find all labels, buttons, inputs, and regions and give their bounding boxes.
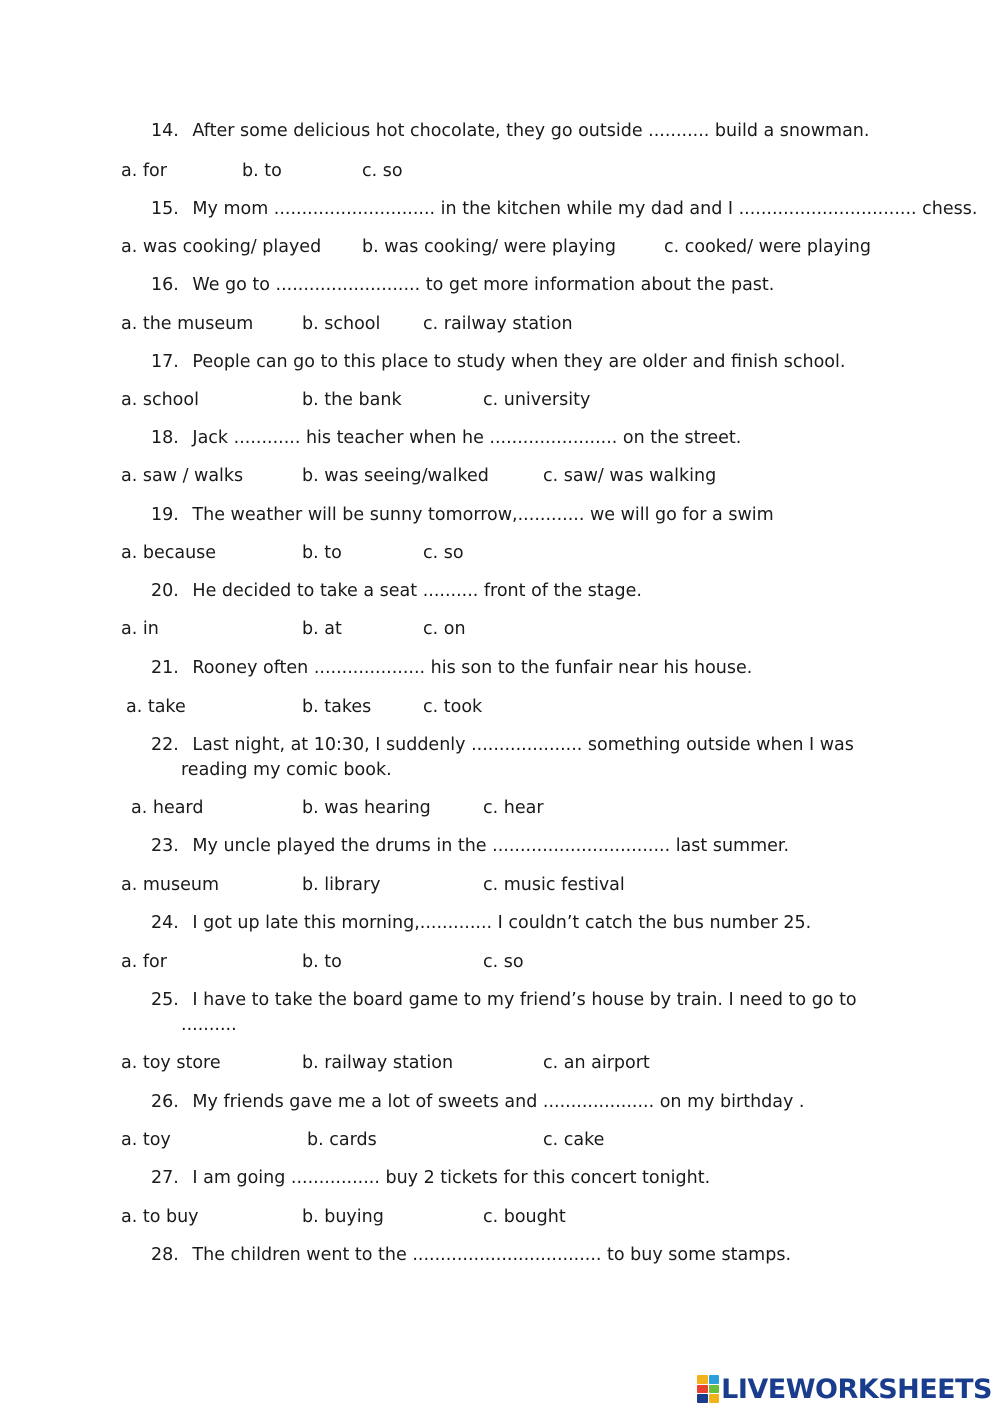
option-c[interactable]: c. cake: [543, 1130, 605, 1150]
question-19: [151, 503, 774, 528]
option-b[interactable]: b. at: [302, 619, 342, 639]
option-b[interactable]: b. to: [242, 161, 282, 181]
question-22: [151, 733, 871, 783]
option-b[interactable]: b. was cooking/ were playing: [362, 237, 616, 257]
question-number: 24.: [151, 913, 179, 933]
question-27: [151, 1166, 710, 1191]
question-14: [151, 119, 869, 144]
option-b[interactable]: b. railway station: [302, 1053, 454, 1073]
question-text: People can go to this place to study when they are older and finish school.: [192, 352, 846, 372]
question-18: [151, 426, 741, 451]
option-b[interactable]: b. to: [302, 952, 342, 972]
question-number: 27.: [151, 1168, 179, 1188]
question-text-continued: ..........: [181, 1015, 237, 1035]
option-a[interactable]: a. saw / walks: [121, 466, 244, 486]
question-text: Last night, at 10:30, I suddenly .................... something outside when I was: [192, 735, 854, 755]
option-a[interactable]: a. to buy: [121, 1207, 199, 1227]
option-c[interactable]: c. cooked/ were playing: [664, 237, 871, 257]
question-16: [151, 273, 774, 298]
option-a[interactable]: a. the museum: [121, 314, 254, 334]
option-a[interactable]: a. school: [121, 390, 199, 410]
question-text: The children went to the .................................. to buy some stamps.: [192, 1245, 792, 1265]
option-b[interactable]: b. was seeing/walked: [302, 466, 489, 486]
option-b[interactable]: b. takes: [302, 697, 372, 717]
question-text: After some delicious hot chocolate, they go outside ........... build a snowman.: [192, 121, 870, 141]
question-text: I am going ................ buy 2 tickets for this concert tonight.: [192, 1168, 711, 1188]
logo-text: LIVEWORKSHEETS: [721, 1373, 992, 1405]
question-20: [151, 579, 642, 604]
question-text: We go to .......................... to get more information about the past.: [192, 275, 775, 295]
option-b[interactable]: b. the bank: [302, 390, 402, 410]
option-a[interactable]: a. was cooking/ played: [121, 237, 322, 257]
question-number: 15.: [151, 199, 179, 219]
option-a[interactable]: a. for: [121, 952, 167, 972]
question-number: 21.: [151, 658, 179, 678]
question-number: 20.: [151, 581, 179, 601]
option-b[interactable]: b. was hearing: [302, 798, 431, 818]
option-a[interactable]: a. take: [126, 697, 186, 717]
question-text: The weather will be sunny tomorrow,............ we will go for a swim: [192, 505, 774, 525]
question-26: [151, 1090, 804, 1115]
option-b[interactable]: b. buying: [302, 1207, 384, 1227]
question-number: 17.: [151, 352, 179, 372]
question-28: [151, 1243, 791, 1268]
question-number: 23.: [151, 836, 179, 856]
question-21: [151, 656, 752, 681]
question-number: 19.: [151, 505, 179, 525]
option-b[interactable]: b. library: [302, 875, 381, 895]
option-c[interactable]: c. saw/ was walking: [543, 466, 717, 486]
question-text: I got up late this morning,............. I couldn’t catch the bus number 25.: [192, 913, 812, 933]
question-text: My mom ............................. in the kitchen while my dad and I ................................ chess.: [192, 199, 978, 219]
question-number: 26.: [151, 1092, 179, 1112]
option-c[interactable]: c. hear: [483, 798, 544, 818]
question-number: 22.: [151, 735, 179, 755]
option-c[interactable]: c. so: [362, 161, 403, 181]
question-text: I have to take the board game to my friend’s house by train. I need to go to: [192, 990, 857, 1010]
liveworksheets-logo: [697, 1371, 992, 1407]
question-number: 18.: [151, 428, 179, 448]
option-c[interactable]: c. so: [423, 543, 464, 563]
option-b[interactable]: b. school: [302, 314, 381, 334]
option-a[interactable]: a. museum: [121, 875, 220, 895]
option-c[interactable]: c. took: [423, 697, 483, 717]
option-a[interactable]: a. because: [121, 543, 217, 563]
option-c[interactable]: c. bought: [483, 1207, 566, 1227]
option-c[interactable]: c. on: [423, 619, 466, 639]
option-a[interactable]: a. for: [121, 161, 167, 181]
question-25: [151, 988, 871, 1038]
option-c[interactable]: c. an airport: [543, 1053, 650, 1073]
question-text: My friends gave me a lot of sweets and .................... on my birthday .: [192, 1092, 805, 1112]
question-number: 14.: [151, 121, 179, 141]
question-text: Jack ............ his teacher when he ....................... on the street.: [192, 428, 742, 448]
question-text-continued: reading my comic book.: [181, 760, 392, 780]
option-a[interactable]: a. heard: [131, 798, 204, 818]
option-a[interactable]: a. toy store: [121, 1053, 221, 1073]
question-23: [151, 834, 789, 859]
question-17: [151, 350, 845, 375]
question-24: [151, 911, 811, 936]
option-a[interactable]: a. in: [121, 619, 159, 639]
question-text: He decided to take a seat .......... front of the stage.: [192, 581, 642, 601]
option-c[interactable]: c. university: [483, 390, 591, 410]
option-b[interactable]: b. cards: [307, 1130, 377, 1150]
question-text: My uncle played the drums in the ................................ last summer.: [192, 836, 790, 856]
option-a[interactable]: a. toy: [121, 1130, 171, 1150]
question-number: 28.: [151, 1245, 179, 1265]
logo-mark-icon: [697, 1375, 719, 1403]
option-c[interactable]: c. so: [483, 952, 524, 972]
option-c[interactable]: c. music festival: [483, 875, 625, 895]
question-number: 16.: [151, 275, 179, 295]
question-15: [151, 197, 977, 222]
question-number: 25.: [151, 990, 179, 1010]
option-c[interactable]: c. railway station: [423, 314, 573, 334]
option-b[interactable]: b. to: [302, 543, 342, 563]
question-text: Rooney often .................... his son to the funfair near his house.: [192, 658, 753, 678]
